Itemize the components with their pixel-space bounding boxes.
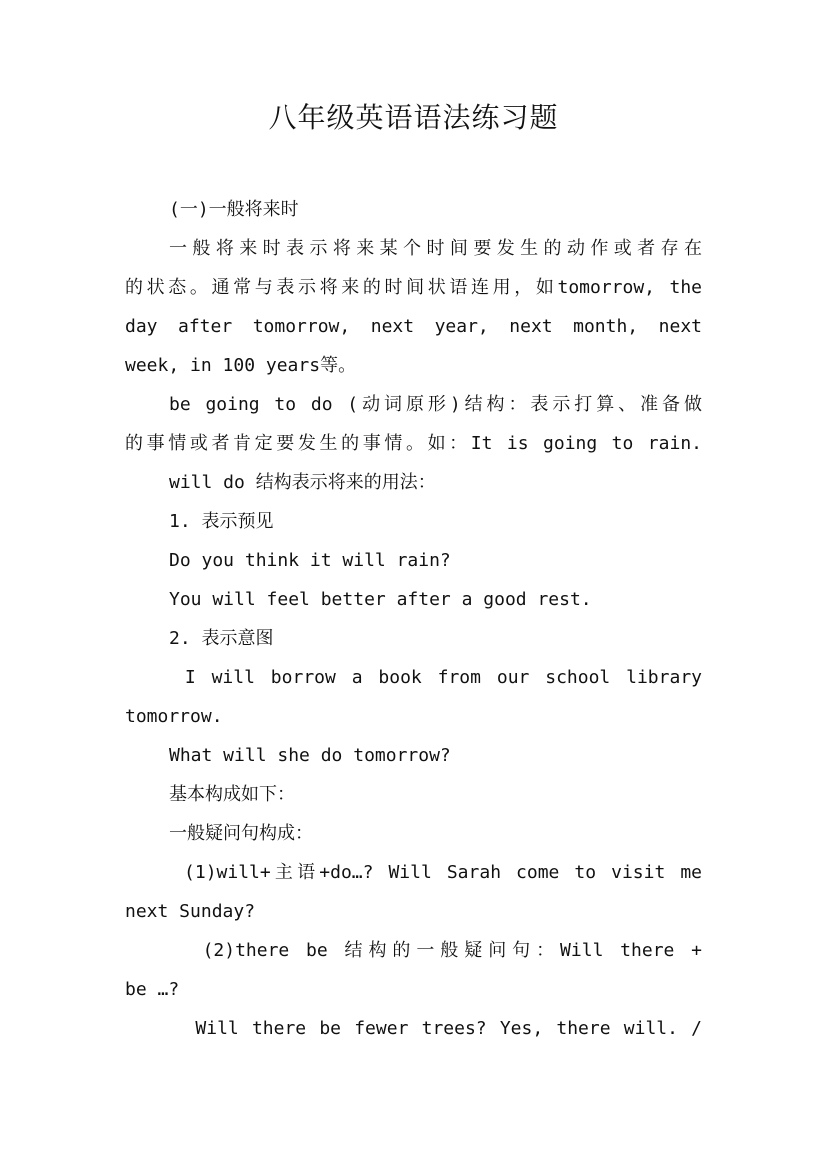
paragraph-line: Will there be fewer trees? Yes, there will. / xyxy=(169,1018,702,1039)
example-sentence: tomorrow. xyxy=(125,706,223,727)
paragraph-line: day after tomorrow, next year, next month, next xyxy=(125,316,702,337)
paragraph-line: (1)will+主语+do…? Will Sarah come to visit me xyxy=(169,862,702,883)
paragraph-line: 基本构成如下： xyxy=(169,784,295,805)
section-heading-future-tense: (一)一般将来时 xyxy=(169,199,299,220)
list-item-heading: 1. 表示预见 xyxy=(169,511,274,532)
paragraph-line: next Sunday? xyxy=(125,901,256,922)
example-sentence: I will borrow a book from our school library xyxy=(169,667,702,688)
paragraph-line: 一般疑问句构成： xyxy=(169,823,313,844)
example-sentence: What will she do tomorrow? xyxy=(169,745,451,766)
example-sentence: You will feel better after a good rest. xyxy=(169,589,592,610)
example-sentence: Do you think it will rain? xyxy=(169,550,451,571)
paragraph-line: 一般将来时表示将来某个时间要发生的动作或者存在 xyxy=(169,238,702,259)
list-item-heading: 2. 表示意图 xyxy=(169,628,274,649)
paragraph-line: will do 结构表示将来的用法： xyxy=(169,472,436,493)
document-title: 八年级英语语法练习题 xyxy=(268,101,559,134)
paragraph-line: (2)there be 结构的一般疑问句：Will there + xyxy=(169,940,702,961)
paragraph-line: be …? xyxy=(125,979,180,1000)
paragraph-line: 的事情或者肯定要发生的事情。如：It is going to rain. xyxy=(125,433,702,454)
paragraph-line: be going to do (动词原形)结构：表示打算、准备做 xyxy=(169,394,702,415)
paragraph-line: week, in 100 years等。 xyxy=(125,355,357,376)
paragraph-line: 的状态。通常与表示将来的时间状语连用，如tomorrow, the xyxy=(125,277,702,298)
